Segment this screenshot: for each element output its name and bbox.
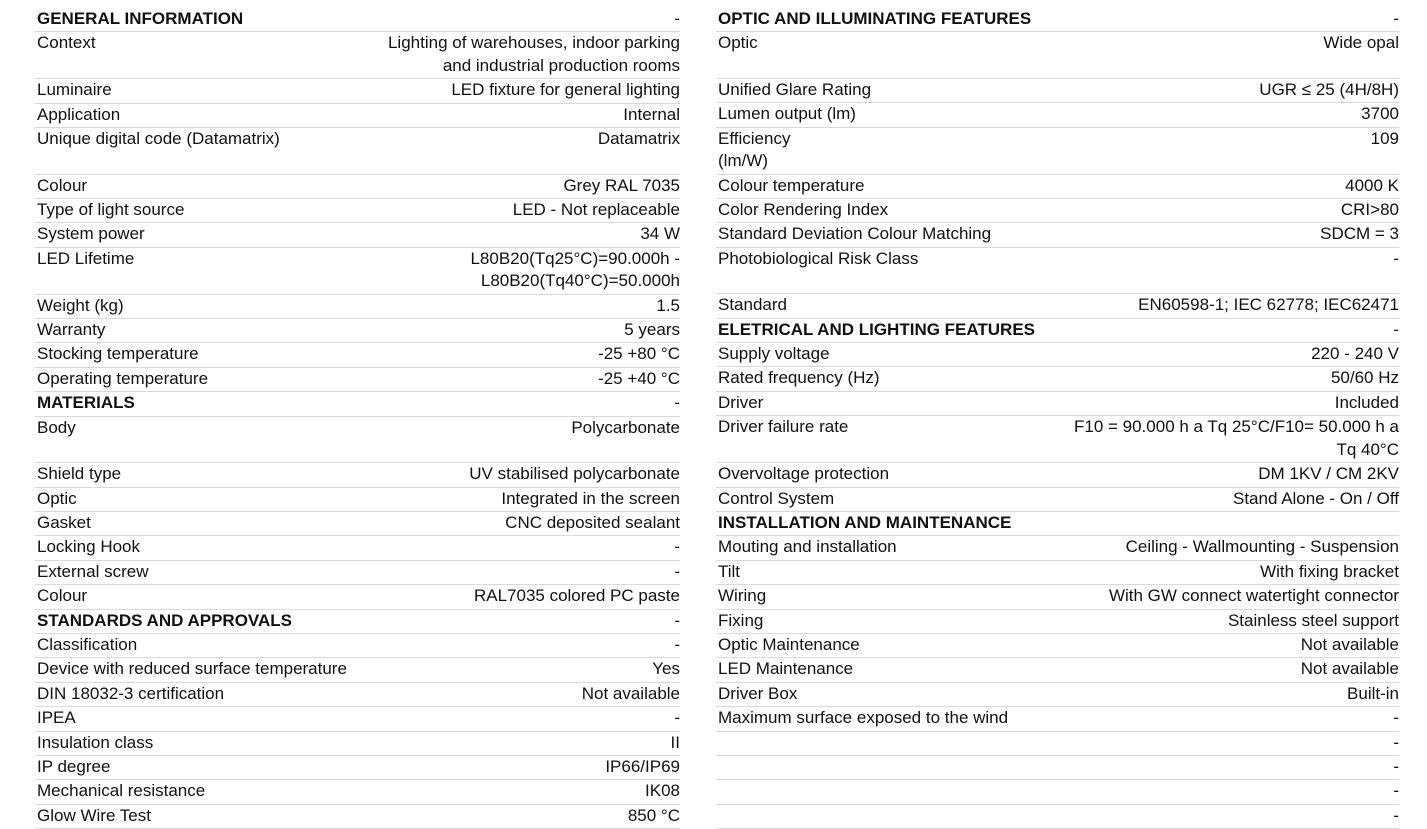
spec-label: Mouting and installation [718,537,897,557]
section-title: MATERIALS [37,393,135,413]
spec-row-tilt [716,561,1399,585]
spec-label: Mechanical resistance [37,781,206,801]
spec-value: 50/60 Hz [1330,368,1399,388]
section-title: INSTALLATION AND MAINTENANCE [718,512,1012,532]
spec-row-shield-type [35,463,680,487]
spec-label: IPEA [37,708,76,728]
spec-row-classification [35,634,680,658]
spec-row-weight-kg [35,295,680,319]
spec-row-system-power [35,223,680,247]
spec-label: Optic [37,488,77,508]
spec-row-blank [716,805,1399,829]
spec-row-mouting-and-installation [716,536,1399,560]
spec-label: Weight (kg) [37,295,124,315]
spec-value: DM 1KV / CM 2KV [1258,464,1399,484]
spec-value: Stand Alone - On / Off [1232,488,1399,508]
spec-label: Colour temperature [718,175,865,195]
spec-row-lumen-output-lm [716,103,1399,127]
spec-label: Driver failure rate [718,417,849,437]
spec-value: - [1393,756,1399,776]
spec-value: Stainless steel support [1227,610,1399,630]
section-header-standards-and-approvals [35,610,680,634]
section-title: STANDARDS AND APPROVALS [37,610,293,630]
spec-row-warranty [35,319,680,343]
spec-row-control-system [716,488,1399,512]
spec-value: 109 [1370,128,1399,148]
spec-row-blank [716,732,1399,756]
spec-value: EN60598-1; IEC 62778; IEC62471 [1138,295,1399,315]
spec-label: DIN 18032-3 certification [37,683,225,703]
spec-row-driver [716,392,1399,416]
spec-row-context [35,32,680,79]
spec-value: Grey RAL 7035 [563,175,680,195]
spec-row-gasket [35,512,680,536]
section-title: OPTIC AND ILLUMINATING FEATURES [718,9,1032,28]
spec-row-supply-voltage [716,343,1399,367]
spec-sheet [0,8,1427,825]
spec-row-driver-box [716,683,1399,707]
section-header-materials [35,392,680,416]
spec-label: Tilt [718,561,741,581]
spec-row-application [35,104,680,128]
spec-row-optic-maintenance [716,634,1399,658]
section-header-general-information [35,8,680,32]
spec-value: With fixing bracket [1260,561,1399,581]
spec-label: IP degree [37,756,111,776]
spec-value: - [1393,708,1399,728]
spec-label: Gasket [37,512,91,532]
section-title: GENERAL INFORMATION [37,9,244,28]
spec-value: 220 - 240 V [1311,344,1399,364]
spec-label: Optic [718,33,758,53]
section-header-optic-and-illuminating-features [716,8,1399,32]
spec-row-luminaire [35,79,680,103]
spec-value: Datamatrix [597,129,680,149]
spec-value: L80B20(Tq25°C)=90.000h - L80B20(Tq40°C)=50.000h [470,248,680,291]
spec-row-rated-frequency-hz [716,367,1399,391]
spec-label: Body [37,417,76,437]
spec-label: Luminaire [37,80,112,100]
spec-label: Context [37,33,96,53]
spec-label: Standard [718,295,787,315]
spec-label: Optic Maintenance [718,634,860,654]
section-header-eletrical-and-lighting-features [716,319,1399,343]
spec-value: - [1393,248,1399,268]
spec-label: Driver Box [718,683,798,703]
spec-value: - [1393,805,1399,825]
spec-label: Warranty [37,319,106,339]
spec-label: Unique digital code (Datamatrix) [37,129,280,149]
spec-row-mechanical-resistance [35,780,680,804]
spec-row-fixing [716,610,1399,634]
spec-row-overvoltage-protection [716,463,1399,487]
spec-value: -25 +80 °C [598,344,680,364]
spec-row-unique-digital-code-datamatrix [35,128,680,175]
spec-value: Integrated in the screen [501,488,680,508]
spec-row-unified-glare-rating [716,79,1399,103]
spec-value: LED - Not replaceable [512,199,680,219]
spec-value: - [1393,9,1399,28]
section-title: ELETRICAL AND LIGHTING FEATURES [718,319,1036,339]
spec-value: UV stabilised polycarbonate [469,464,680,484]
spec-label: Operating temperature [37,368,209,388]
spec-label: Rated frequency (Hz) [718,368,880,388]
spec-value: - [674,634,680,654]
spec-row-led-maintenance [716,658,1399,682]
spec-row-ip-degree [35,756,680,780]
spec-row-color-rendering-index [716,199,1399,223]
spec-row-blank [716,780,1399,804]
spec-value: Ceiling - Wallmounting - Suspension [1125,537,1399,557]
spec-value: CNC deposited sealant [505,512,680,532]
spec-value: F10 = 90.000 h a Tq 25°C/F10= 50.000 h a Tq 40°C [1073,417,1399,459]
spec-value: -25 +40 °C [598,368,680,388]
section-header-installation-and-maintenance [716,512,1399,536]
spec-value: LED fixture for general lighting [451,80,680,100]
spec-row-ipea [35,707,680,731]
spec-label: Colour [37,586,88,606]
spec-label: Lumen output (lm) [718,104,856,124]
spec-label: Shield type [37,464,122,484]
spec-row-driver-failure-rate [716,416,1399,463]
spec-value: Polycarbonate [571,417,680,437]
spec-value: Built-in [1347,683,1399,703]
spec-label: Insulation class [37,732,154,752]
spec-value: - [674,9,680,28]
spec-value: 850 °C [627,805,680,825]
spec-row-insulation-class [35,732,680,756]
spec-value: Internal [623,104,680,124]
spec-value: - [1393,781,1399,801]
spec-row-maximum-surface-exposed-to-the-wind [716,707,1399,731]
spec-value: Lighting of warehouses, indoor parking and industrial production rooms [387,33,680,75]
spec-value: 5 years [624,319,680,339]
spec-value: IK08 [645,781,680,801]
spec-value: Not available [1300,659,1399,679]
spec-label: Type of light source [37,199,185,219]
spec-value: 34 W [640,224,680,244]
spec-row-type-of-light-source [35,199,680,223]
spec-row-photobiological-risk-class [716,248,1399,295]
spec-label: Device with reduced surface temperature [37,659,347,679]
spec-label: Locking Hook [37,537,141,557]
spec-value: Not available [581,683,680,703]
spec-value: Wide opal [1323,33,1399,53]
spec-row-blank [716,756,1399,780]
spec-value: - [674,537,680,557]
spec-row-stocking-temperature [35,343,680,367]
spec-value: Included [1334,392,1399,412]
spec-row-glow-wire-test [35,805,680,829]
spec-label: Unified Glare Rating [718,79,872,99]
spec-value: 3700 [1361,104,1399,124]
spec-value: SDCM = 3 [1320,224,1399,244]
spec-value: IP66/IP69 [605,756,680,776]
spec-row-standard [716,294,1399,318]
spec-label: Color Rendering Index [718,199,889,219]
spec-row-operating-temperature [35,368,680,392]
spec-row-colour-temperature [716,175,1399,199]
spec-label: Glow Wire Test [37,805,151,825]
spec-label: Wiring [718,586,767,606]
spec-row-led-lifetime [35,248,680,295]
spec-label: Maximum surface exposed to the wind [718,708,1009,728]
spec-row-colour [35,175,680,199]
spec-label: System power [37,224,145,244]
spec-label: Control System [718,488,835,508]
spec-label: External screw [37,561,149,581]
spec-label: Supply voltage [718,344,830,364]
spec-label: Colour [37,175,88,195]
spec-row-optic [35,488,680,512]
spec-label: Standard Deviation Colour Matching [718,224,992,244]
left-spec-column [35,8,680,829]
spec-label: Fixing [718,610,764,630]
spec-value: CRI>80 [1340,199,1399,219]
spec-row-standard-deviation-colour-matching [716,223,1399,247]
spec-value: - [674,610,680,630]
spec-row-efficiency-lm-w [716,128,1399,175]
spec-value: UGR ≤ 25 (4H/8H) [1259,79,1399,99]
spec-label: Application [37,104,121,124]
spec-label: Efficiency (lm/W) [718,128,791,171]
spec-value: - [674,561,680,581]
right-spec-column [716,8,1399,829]
spec-value: - [674,393,680,413]
spec-row-din-18032-3-certification [35,683,680,707]
spec-row-body [35,417,680,464]
spec-value: 1.5 [656,295,680,315]
spec-value: II [670,732,680,752]
spec-label: Overvoltage protection [718,464,890,484]
spec-row-external-screw [35,561,680,585]
spec-label: Photobiological Risk Class [718,248,919,268]
spec-label: Stocking temperature [37,344,199,364]
spec-row-device-with-reduced-surface-temperature [35,658,680,682]
spec-value: With GW connect watertight connector [1108,586,1399,606]
spec-value: Not available [1300,634,1399,654]
spec-label: LED Lifetime [37,248,135,268]
spec-row-wiring [716,585,1399,609]
spec-value: RAL7035 colored PC paste [473,586,680,606]
spec-value: - [1393,319,1399,339]
spec-value: Yes [652,659,680,679]
spec-label: LED Maintenance [718,659,854,679]
spec-label: Driver [718,392,764,412]
spec-row-optic [716,32,1399,79]
spec-row-locking-hook [35,536,680,560]
spec-value: - [1393,732,1399,752]
spec-row-colour [35,585,680,609]
spec-value: - [674,708,680,728]
spec-label: Classification [37,634,138,654]
spec-value: 4000 K [1345,175,1399,195]
